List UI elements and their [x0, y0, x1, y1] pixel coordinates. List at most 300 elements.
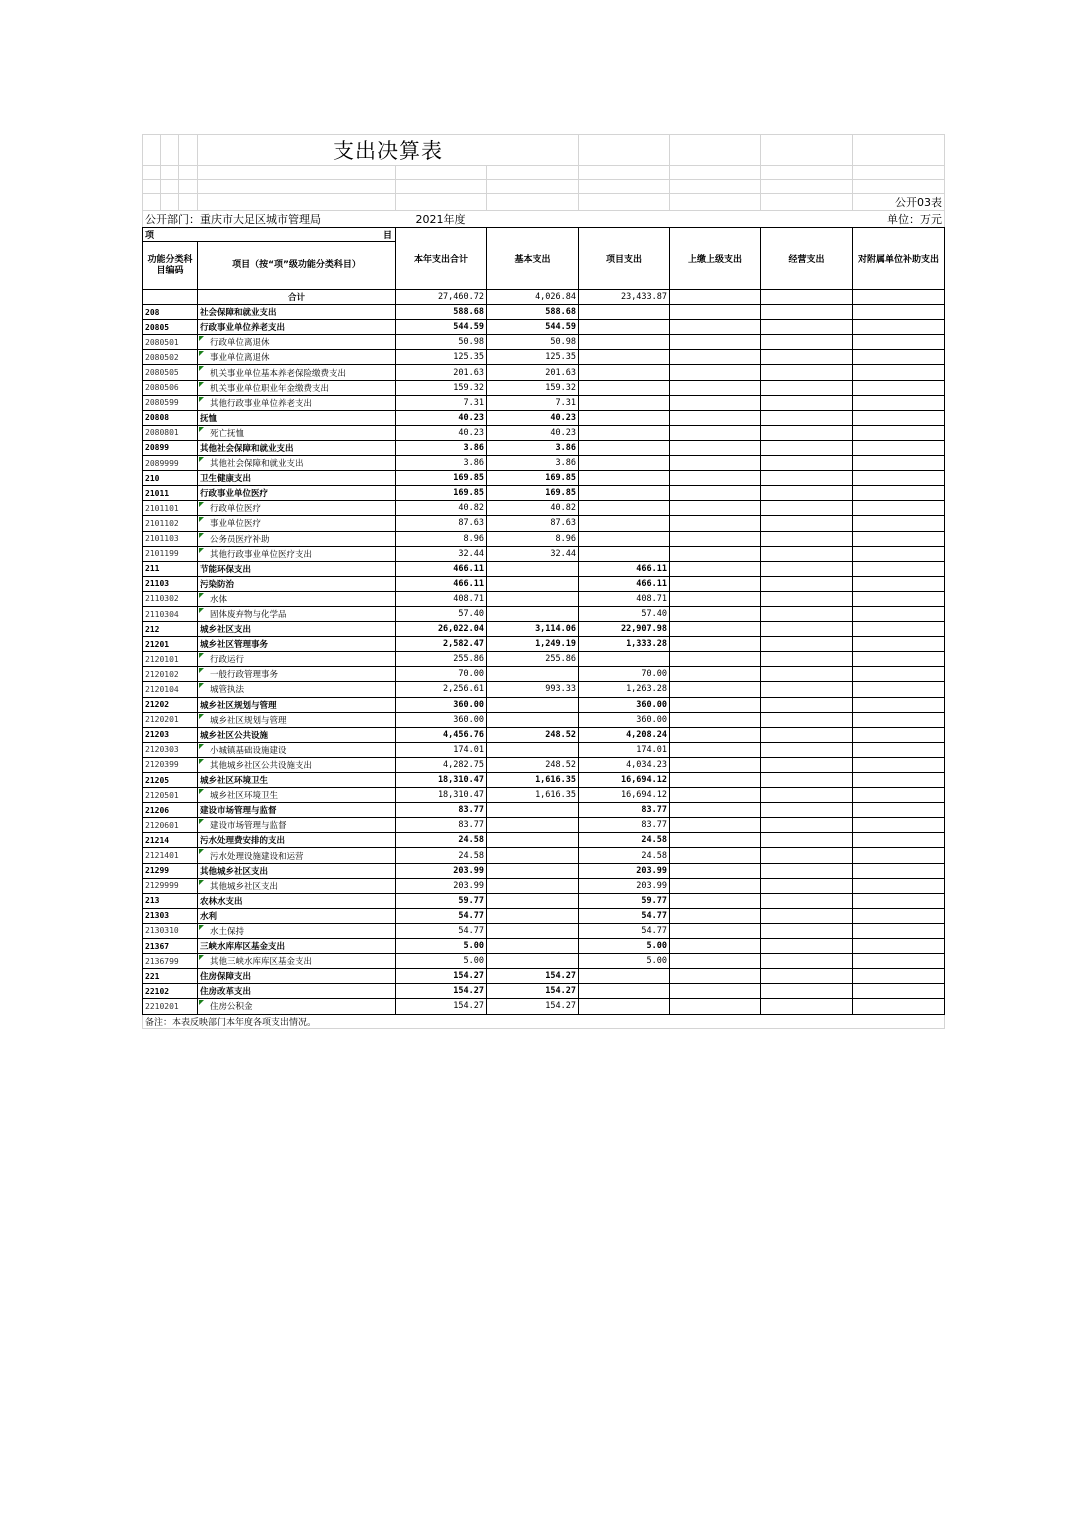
row-total: 40.23	[396, 410, 487, 425]
row-name	[198, 516, 396, 531]
row-empty-cell	[670, 425, 761, 440]
row-name-text: 公务员医疗补助	[210, 534, 270, 545]
row-name	[198, 788, 396, 803]
row-basic: 588.68	[487, 305, 579, 320]
row-empty-cell	[853, 939, 945, 954]
row-basic	[487, 818, 579, 833]
row-project: 23,433.87	[579, 290, 670, 305]
row-basic	[487, 939, 579, 954]
row-name-text: 三峡水库库区基金支出	[200, 942, 286, 953]
cell-marker-icon	[199, 668, 204, 673]
row-empty-cell	[761, 652, 853, 667]
row-name-text: 污水处理费安排的支出	[200, 836, 286, 847]
table-row	[143, 380, 945, 395]
row-total: 40.23	[396, 425, 487, 440]
row-name-text: 污水处理设施建设和运营	[210, 851, 304, 862]
row-code	[143, 290, 198, 305]
row-empty-cell	[853, 773, 945, 788]
row-empty-cell	[761, 803, 853, 818]
row-total: 5.00	[396, 939, 487, 954]
table-row	[143, 471, 945, 486]
row-name	[198, 456, 396, 471]
row-basic: 1,616.35	[487, 788, 579, 803]
row-project	[579, 984, 670, 999]
cell-marker-icon	[199, 759, 204, 764]
row-project: 83.77	[579, 803, 670, 818]
row-basic: 50.98	[487, 335, 579, 350]
row-code: 2101199	[143, 546, 198, 561]
row-name	[198, 576, 396, 591]
row-name	[198, 893, 396, 908]
row-total: 32.44	[396, 546, 487, 561]
row-project: 83.77	[579, 818, 670, 833]
fiscal-year: 2021年度	[415, 213, 466, 226]
row-empty-cell	[670, 516, 761, 531]
row-basic	[487, 576, 579, 591]
row-empty-cell	[670, 984, 761, 999]
row-total: 87.63	[396, 516, 487, 531]
row-name	[198, 335, 396, 350]
row-empty-cell	[670, 848, 761, 863]
row-empty-cell	[670, 471, 761, 486]
row-name	[198, 863, 396, 878]
row-name-text: 行政单位医疗	[210, 504, 262, 515]
row-name	[198, 773, 396, 788]
unit-label: 单位：万元	[887, 213, 943, 226]
row-project: 24.58	[579, 848, 670, 863]
row-empty-cell	[761, 923, 853, 938]
row-total: 54.77	[396, 908, 487, 923]
table-row	[143, 818, 945, 833]
row-empty-cell	[853, 878, 945, 893]
row-empty-cell	[761, 395, 853, 410]
table-row	[143, 652, 945, 667]
row-project	[579, 516, 670, 531]
row-basic: 154.27	[487, 999, 579, 1014]
row-empty-cell	[853, 742, 945, 757]
row-total: 7.31	[396, 395, 487, 410]
row-empty-cell	[853, 712, 945, 727]
row-name-text: 城乡社区环境卫生	[210, 791, 279, 802]
row-empty-cell	[670, 954, 761, 969]
row-name	[198, 923, 396, 938]
row-name-text: 其他行政事业单位养老支出	[210, 398, 313, 409]
row-basic	[487, 863, 579, 878]
row-name	[198, 350, 396, 365]
row-empty-cell	[670, 727, 761, 742]
row-total: 154.27	[396, 984, 487, 999]
row-empty-cell	[670, 939, 761, 954]
table-row	[143, 773, 945, 788]
cell-marker-icon	[199, 653, 204, 658]
table-row	[143, 546, 945, 561]
row-code: 213	[143, 893, 198, 908]
row-code: 22102	[143, 984, 198, 999]
row-empty-cell	[853, 833, 945, 848]
row-empty-cell	[670, 606, 761, 621]
row-project: 1,263.28	[579, 682, 670, 697]
row-empty-cell	[853, 652, 945, 667]
row-empty-cell	[853, 456, 945, 471]
row-name	[198, 803, 396, 818]
table-row	[143, 335, 945, 350]
header-item-right: 目	[382, 231, 392, 241]
row-total: 3.86	[396, 440, 487, 455]
row-total: 154.27	[396, 999, 487, 1014]
cell-marker-icon	[199, 925, 204, 930]
row-total: 360.00	[396, 697, 487, 712]
row-name-text: 城乡社区规划与管理	[200, 700, 277, 711]
row-project: 360.00	[579, 712, 670, 727]
table-row	[143, 637, 945, 652]
header-business: 经营支出	[761, 228, 853, 290]
department-label: 公开部门：重庆市大足区城市管理局	[145, 213, 321, 226]
row-empty-cell	[670, 486, 761, 501]
row-total: 3.86	[396, 456, 487, 471]
table-row	[143, 697, 945, 712]
row-basic: 169.85	[487, 471, 579, 486]
row-total: 169.85	[396, 486, 487, 501]
header-project: 项目支出	[579, 228, 670, 290]
row-empty-cell	[670, 682, 761, 697]
row-empty-cell	[761, 591, 853, 606]
row-code: 2129999	[143, 878, 198, 893]
row-code: 21103	[143, 576, 198, 591]
row-empty-cell	[761, 290, 853, 305]
row-name	[198, 471, 396, 486]
row-project: 4,034.23	[579, 757, 670, 772]
row-name-text: 机关事业单位基本养老保险缴费支出	[210, 368, 347, 379]
row-empty-cell	[670, 561, 761, 576]
row-name	[198, 561, 396, 576]
row-empty-cell	[761, 546, 853, 561]
row-basic: 154.27	[487, 969, 579, 984]
row-empty-cell	[761, 516, 853, 531]
row-code: 21011	[143, 486, 198, 501]
row-empty-cell	[761, 320, 853, 335]
row-empty-cell	[853, 531, 945, 546]
row-empty-cell	[670, 803, 761, 818]
row-code: 2210201	[143, 999, 198, 1014]
row-project: 360.00	[579, 697, 670, 712]
row-name	[198, 833, 396, 848]
row-name	[198, 682, 396, 697]
row-code: 2080505	[143, 365, 198, 380]
row-empty-cell	[670, 773, 761, 788]
row-empty-cell	[670, 908, 761, 923]
row-project	[579, 350, 670, 365]
row-empty-cell	[670, 833, 761, 848]
row-empty-cell	[853, 561, 945, 576]
row-empty-cell	[853, 622, 945, 637]
row-empty-cell	[761, 742, 853, 757]
row-project	[579, 501, 670, 516]
table-row	[143, 939, 945, 954]
row-empty-cell	[761, 818, 853, 833]
table-row	[143, 923, 945, 938]
row-name-text: 住房保障支出	[200, 972, 252, 983]
row-empty-cell	[853, 335, 945, 350]
row-empty-cell	[670, 290, 761, 305]
row-project	[579, 425, 670, 440]
row-name	[198, 320, 396, 335]
row-empty-cell	[670, 742, 761, 757]
row-name	[198, 440, 396, 455]
table-row	[143, 290, 945, 305]
row-empty-cell	[853, 667, 945, 682]
row-empty-cell	[761, 863, 853, 878]
row-empty-cell	[853, 591, 945, 606]
row-basic	[487, 848, 579, 863]
row-empty-cell	[761, 757, 853, 772]
row-name-text: 行政事业单位医疗	[200, 489, 269, 500]
cell-marker-icon	[199, 683, 204, 688]
row-total: 466.11	[396, 561, 487, 576]
row-code: 2101103	[143, 531, 198, 546]
row-empty-cell	[853, 410, 945, 425]
row-empty-cell	[853, 471, 945, 486]
table-row	[143, 320, 945, 335]
row-project	[579, 335, 670, 350]
row-total: 203.99	[396, 878, 487, 893]
row-empty-cell	[670, 531, 761, 546]
header-item-label	[143, 228, 396, 242]
table-row	[143, 788, 945, 803]
row-code: 20899	[143, 440, 198, 455]
row-name-text: 城乡社区管理事务	[200, 640, 269, 651]
row-code: 2120501	[143, 788, 198, 803]
row-code: 211	[143, 561, 198, 576]
row-name	[198, 848, 396, 863]
row-empty-cell	[670, 652, 761, 667]
row-name-text: 事业单位医疗	[210, 519, 262, 530]
row-total: 544.59	[396, 320, 487, 335]
row-name	[198, 531, 396, 546]
row-name-text: 城乡社区规划与管理	[210, 715, 287, 726]
cell-marker-icon	[199, 548, 204, 553]
row-code: 2101101	[143, 501, 198, 516]
expenditure-table	[142, 134, 945, 1029]
row-name	[198, 305, 396, 320]
row-code: 21206	[143, 803, 198, 818]
row-name	[198, 380, 396, 395]
row-empty-cell	[670, 969, 761, 984]
row-total: 408.71	[396, 591, 487, 606]
row-code: 2120201	[143, 712, 198, 727]
row-name-text: 城乡社区环境卫生	[200, 776, 269, 787]
row-name-text: 住房公积金	[210, 1002, 253, 1013]
row-empty-cell	[853, 923, 945, 938]
row-name	[198, 954, 396, 969]
row-basic: 7.31	[487, 395, 579, 410]
table-row	[143, 440, 945, 455]
row-empty-cell	[761, 606, 853, 621]
table-row	[143, 803, 945, 818]
cell-marker-icon	[199, 457, 204, 462]
row-name	[198, 395, 396, 410]
row-basic: 1,249.19	[487, 637, 579, 652]
row-total: 26,022.04	[396, 622, 487, 637]
cell-marker-icon	[199, 880, 204, 885]
row-empty-cell	[853, 290, 945, 305]
table-row	[143, 742, 945, 757]
row-empty-cell	[761, 637, 853, 652]
row-empty-cell	[670, 335, 761, 350]
row-basic: 154.27	[487, 984, 579, 999]
row-name-text: 死亡抚恤	[210, 428, 245, 439]
row-basic	[487, 833, 579, 848]
row-name-text: 城乡社区公共设施	[200, 730, 269, 741]
row-empty-cell	[853, 848, 945, 863]
row-empty-cell	[670, 410, 761, 425]
row-project: 16,694.12	[579, 788, 670, 803]
row-empty-cell	[670, 923, 761, 938]
row-project	[579, 546, 670, 561]
row-empty-cell	[761, 908, 853, 923]
header-total: 本年支出合计	[396, 228, 487, 290]
row-empty-cell	[670, 365, 761, 380]
table-row	[143, 954, 945, 969]
row-code: 20805	[143, 320, 198, 335]
row-total: 83.77	[396, 803, 487, 818]
row-empty-cell	[670, 591, 761, 606]
row-name	[198, 652, 396, 667]
table-row	[143, 365, 945, 380]
row-name-text: 其他三峡水库库区基金支出	[210, 957, 313, 968]
row-project: 4,208.24	[579, 727, 670, 742]
row-empty-cell	[853, 395, 945, 410]
row-name	[198, 908, 396, 923]
table-row	[143, 622, 945, 637]
row-code: 20808	[143, 410, 198, 425]
row-empty-cell	[670, 878, 761, 893]
row-basic: 32.44	[487, 546, 579, 561]
header-basic: 基本支出	[487, 228, 579, 290]
row-name	[198, 818, 396, 833]
row-code: 21299	[143, 863, 198, 878]
row-code: 212	[143, 622, 198, 637]
row-total: 154.27	[396, 969, 487, 984]
row-total: 2,256.61	[396, 682, 487, 697]
table-row	[143, 893, 945, 908]
row-project: 16,694.12	[579, 773, 670, 788]
row-empty-cell	[761, 984, 853, 999]
row-basic	[487, 908, 579, 923]
row-project: 57.40	[579, 606, 670, 621]
header-code: 功能分类科目编码	[143, 242, 198, 290]
row-empty-cell	[670, 667, 761, 682]
row-name	[198, 425, 396, 440]
row-empty-cell	[853, 380, 945, 395]
row-name-text: 行政事业单位养老支出	[200, 323, 286, 334]
row-empty-cell	[761, 501, 853, 516]
row-name	[198, 486, 396, 501]
table-row	[143, 531, 945, 546]
row-code: 2110302	[143, 591, 198, 606]
row-name-text: 社会保障和就业支出	[200, 308, 277, 319]
row-project	[579, 410, 670, 425]
row-name	[198, 637, 396, 652]
row-project	[579, 320, 670, 335]
row-project	[579, 969, 670, 984]
row-total: 125.35	[396, 350, 487, 365]
row-basic: 8.96	[487, 531, 579, 546]
table-row	[143, 425, 945, 440]
row-empty-cell	[761, 622, 853, 637]
row-basic: 255.86	[487, 652, 579, 667]
row-empty-cell	[853, 908, 945, 923]
row-project: 24.58	[579, 833, 670, 848]
row-name-text: 水体	[210, 594, 228, 605]
row-empty-cell	[670, 380, 761, 395]
row-empty-cell	[761, 697, 853, 712]
row-code: 21214	[143, 833, 198, 848]
row-empty-cell	[761, 878, 853, 893]
row-basic: 169.85	[487, 486, 579, 501]
row-name	[198, 984, 396, 999]
row-total: 18,310.47	[396, 773, 487, 788]
table-note: 备注：本表反映部门本年度各项支出情况。	[143, 1014, 945, 1028]
cell-marker-icon	[199, 849, 204, 854]
row-empty-cell	[853, 788, 945, 803]
row-empty-cell	[761, 848, 853, 863]
row-empty-cell	[670, 893, 761, 908]
row-empty-cell	[761, 969, 853, 984]
row-empty-cell	[853, 516, 945, 531]
row-empty-cell	[761, 576, 853, 591]
row-empty-cell	[761, 471, 853, 486]
row-name	[198, 591, 396, 606]
table-row	[143, 501, 945, 516]
row-name-text: 行政运行	[210, 655, 245, 666]
row-name-text: 水利	[200, 911, 218, 922]
row-total: 466.11	[396, 576, 487, 591]
row-empty-cell	[670, 395, 761, 410]
row-code: 2120102	[143, 667, 198, 682]
row-total: 4,456.76	[396, 727, 487, 742]
row-empty-cell	[670, 305, 761, 320]
row-basic: 993.33	[487, 682, 579, 697]
row-project: 54.77	[579, 923, 670, 938]
row-name	[198, 757, 396, 772]
row-total: 57.40	[396, 606, 487, 621]
row-empty-cell	[670, 818, 761, 833]
table-row	[143, 305, 945, 320]
row-name	[198, 410, 396, 425]
row-empty-cell	[761, 531, 853, 546]
table-row	[143, 395, 945, 410]
row-empty-cell	[761, 833, 853, 848]
row-basic	[487, 667, 579, 682]
table-row	[143, 486, 945, 501]
row-basic	[487, 561, 579, 576]
row-project	[579, 440, 670, 455]
row-empty-cell	[670, 999, 761, 1014]
row-code: 2110304	[143, 606, 198, 621]
row-empty-cell	[761, 335, 853, 350]
row-empty-cell	[853, 984, 945, 999]
row-basic: 3,114.06	[487, 622, 579, 637]
form-number: 公开03表	[853, 194, 945, 211]
row-empty-cell	[670, 546, 761, 561]
header-item-left: 项	[145, 231, 155, 241]
row-empty-cell	[670, 350, 761, 365]
row-basic: 125.35	[487, 350, 579, 365]
row-name-text: 其他城乡社区支出	[210, 881, 279, 892]
row-name-text: 卫生健康支出	[200, 474, 252, 485]
row-name-text: 事业单位离退休	[210, 353, 270, 364]
row-total: 360.00	[396, 712, 487, 727]
